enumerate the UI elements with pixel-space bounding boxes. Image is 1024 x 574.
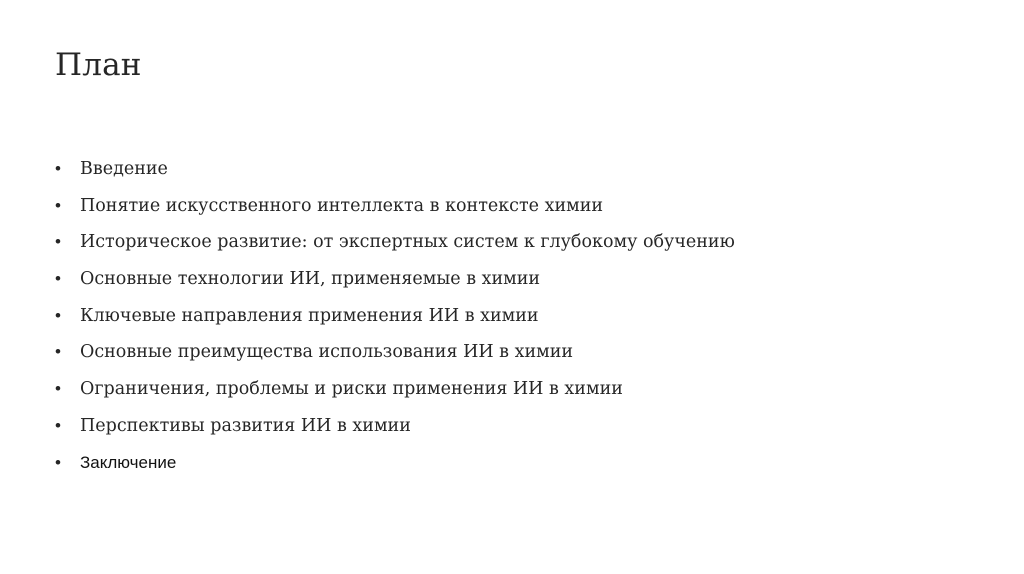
bullet-icon: • (55, 379, 61, 399)
list-item-text: Историческое развитие: от экспертных систем к глубокому обучению (80, 232, 735, 253)
list-item-text: Основные преимущества использования ИИ в химии (80, 342, 574, 363)
bullet-icon: • (55, 195, 61, 215)
list-item-text: Перспективы развития ИИ в химии (80, 415, 411, 436)
bullet-icon: • (55, 232, 61, 252)
list-item (55, 188, 955, 225)
list-item-text: Основные технологии ИИ, применяемые в химии (80, 269, 541, 290)
slide-title: План (55, 47, 142, 83)
list-item (55, 334, 955, 371)
bullet-icon: • (55, 305, 61, 325)
list-item (55, 224, 955, 261)
list-item (55, 261, 955, 298)
bullet-list (55, 151, 955, 481)
list-item-text: Ограничения, проблемы и риски применения ИИ в химии (80, 379, 623, 400)
list-item-text: Введение (80, 159, 168, 179)
bullet-icon: • (55, 452, 61, 472)
list-item (55, 371, 955, 408)
list-item (55, 298, 955, 335)
list-item (55, 408, 955, 445)
bullet-icon: • (55, 342, 61, 362)
bullet-icon: • (55, 269, 61, 289)
list-item (55, 445, 955, 482)
list-item-text: Понятие искусственного интеллекта в контексте химии (80, 195, 604, 216)
bullet-icon: • (55, 159, 61, 178)
bullet-icon: • (55, 415, 61, 435)
list-item (55, 151, 955, 188)
list-item-text: Заключение (80, 452, 177, 472)
list-item-text: Ключевые направления применения ИИ в химии (80, 305, 539, 326)
